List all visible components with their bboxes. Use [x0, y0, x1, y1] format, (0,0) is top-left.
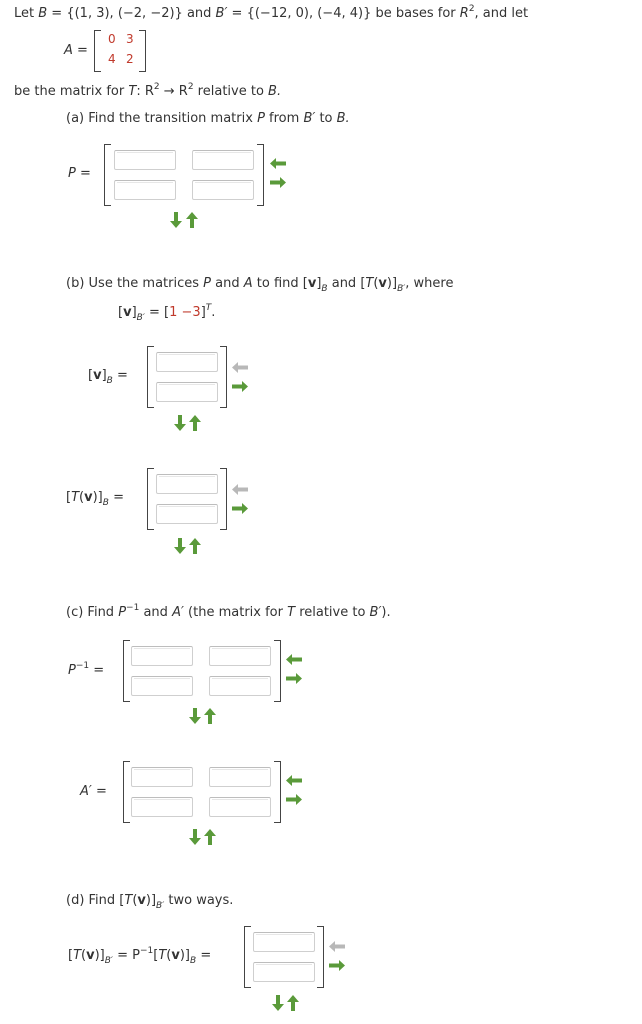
- bracket-open: [: [118, 305, 124, 320]
- right-bracket: [257, 144, 264, 206]
- add-column-left-arrow-icon[interactable]: [232, 484, 248, 495]
- equals: =: [89, 663, 105, 678]
- remove-row-down-arrow-icon[interactable]: [272, 995, 284, 1011]
- part-a-from: from: [264, 111, 304, 126]
- equals: =: [108, 490, 124, 505]
- left-bracket: [123, 640, 130, 702]
- problem-matrix-desc: [14, 84, 281, 99]
- v-symbol: v: [171, 948, 180, 963]
- p-label: P =: [68, 166, 91, 181]
- vector-tvb-cell-1[interactable]: [156, 474, 218, 494]
- part-d-end: two ways.: [164, 893, 234, 908]
- desc-text: be the matrix for: [14, 84, 129, 99]
- part-a-prompt: [66, 111, 350, 126]
- bracket-close: ]: [131, 305, 137, 320]
- vector-tvb-cell-2[interactable]: [156, 504, 218, 524]
- paren-close: )]: [179, 948, 190, 963]
- bracket-close: ]: [316, 276, 322, 291]
- left-bracket: [123, 761, 130, 823]
- part-b-prompt: [66, 276, 454, 294]
- part-d-equation: $[T(v)]_{B'} = P^{-1}[T(v)]_B$ =: [68, 946, 212, 966]
- bprime-symbol: B′: [369, 605, 382, 620]
- t-symbol: T: [71, 490, 80, 505]
- vector-vb-cell-2[interactable]: [156, 382, 218, 402]
- add-column-right-arrow-icon[interactable]: [286, 794, 302, 805]
- remove-row-down-arrow-icon[interactable]: [170, 212, 182, 228]
- matrix-aprime-cell-11[interactable]: [131, 767, 193, 787]
- inverse-exp: −1: [139, 946, 154, 956]
- paren-close: )]: [94, 948, 105, 963]
- basis-b-symbol: B: [38, 6, 48, 21]
- aprime-text: A′ =: [80, 784, 107, 799]
- sub-b: B: [190, 956, 197, 966]
- bracket-close: ]: [200, 305, 206, 320]
- sub-bprime: B′: [104, 956, 113, 966]
- b-symbol: B.: [336, 111, 350, 126]
- vector-tvbp-cell-2[interactable]: [253, 962, 315, 982]
- matrix-pinv-cell-12[interactable]: [209, 646, 271, 666]
- v-symbol: v: [123, 305, 132, 320]
- r-symbol: R: [459, 6, 469, 21]
- v-symbol: v: [84, 490, 93, 505]
- part-a-text: (a) Find the transition matrix: [66, 111, 258, 126]
- add-column-left-arrow-icon[interactable]: [286, 775, 302, 786]
- left-bracket: [147, 346, 154, 408]
- vector-vb-input: [147, 346, 227, 408]
- and-text: and: [139, 605, 173, 620]
- v-symbol: v: [137, 893, 146, 908]
- remove-row-down-arrow-icon[interactable]: [174, 415, 186, 431]
- paren-open: (: [373, 276, 379, 291]
- add-column-right-arrow-icon[interactable]: [286, 673, 302, 684]
- matrix-a-cell: 2: [126, 52, 134, 66]
- sub-b: B: [106, 376, 113, 386]
- add-column-left-arrow-icon[interactable]: [329, 941, 345, 952]
- right-bracket: [274, 761, 281, 823]
- equals-open: = [: [144, 305, 170, 320]
- matrix-p-cell-12[interactable]: [192, 150, 254, 170]
- part-b-text: (b) Use the matrices: [66, 276, 204, 291]
- part-d-prompt: (d) Find $[T(v)]_{B'}$ two ways.: [66, 893, 234, 911]
- right-bracket: [317, 926, 324, 988]
- period: .: [211, 305, 216, 320]
- right-bracket: [139, 30, 146, 72]
- sub-bprime: B′: [397, 284, 406, 294]
- paren-text: (the matrix for: [183, 605, 288, 620]
- add-row-up-arrow-icon[interactable]: [189, 538, 201, 554]
- sub-bprime: B′: [156, 901, 165, 911]
- bprime-symbol: B′: [303, 111, 316, 126]
- paren-open: (: [79, 490, 85, 505]
- p-symbol: P: [118, 605, 127, 620]
- matrix-a-cell: 3: [126, 32, 134, 46]
- domain-exp: 2: [153, 82, 160, 92]
- bracket-close: ]: [101, 368, 107, 383]
- t-symbol: T: [365, 276, 374, 291]
- basis-bprime-symbol: B′: [215, 6, 228, 21]
- tvb-label: [66, 490, 124, 508]
- matrix-pinv-cell-22[interactable]: [209, 676, 271, 696]
- relative-basis: B.: [268, 84, 282, 99]
- domain-r: : R: [136, 84, 154, 99]
- bracket-open: [: [66, 490, 72, 505]
- sub-b: B: [321, 284, 328, 294]
- part-c-prompt: [66, 605, 391, 620]
- basis-b-set: = {(1, 3), (−2, −2)} and: [47, 6, 216, 21]
- matrix-p-cell-21[interactable]: [114, 180, 176, 200]
- part-d-text: (d) Find [: [66, 893, 125, 908]
- add-column-left-arrow-icon[interactable]: [270, 158, 286, 169]
- transpose-symbol: T: [205, 303, 212, 313]
- r-exponent: 2: [468, 4, 475, 14]
- and-text: and [: [327, 276, 366, 291]
- intro-let: Let: [14, 6, 35, 21]
- problem-intro: [14, 6, 528, 21]
- remove-row-down-arrow-icon[interactable]: [189, 708, 201, 724]
- left-bracket: [147, 468, 154, 530]
- add-row-up-arrow-icon[interactable]: [186, 212, 198, 228]
- equals: =: [196, 948, 212, 963]
- matrix-aprime-cell-12[interactable]: [209, 767, 271, 787]
- relative-text: relative to: [193, 84, 269, 99]
- vector-tvb-input: [147, 468, 227, 530]
- paren-close: )]: [386, 276, 398, 291]
- vector-tvbp-cell-1[interactable]: [253, 932, 315, 952]
- given-value-2: −3: [181, 305, 201, 320]
- v-symbol: v: [378, 276, 387, 291]
- add-column-right-arrow-icon[interactable]: [232, 381, 248, 392]
- left-bracket: [244, 926, 251, 988]
- and-let: , and let: [474, 6, 529, 21]
- vector-tvbp-input: [244, 926, 324, 988]
- left-bracket: [94, 30, 101, 72]
- aprime-symbol: A′: [172, 605, 184, 620]
- left-bracket: [104, 144, 111, 206]
- t-symbol: T: [73, 948, 82, 963]
- t-symbol: T: [158, 948, 167, 963]
- vector-vb-cell-1[interactable]: [156, 352, 218, 372]
- bracket-open: [: [153, 948, 159, 963]
- matrix-aprime-cell-21[interactable]: [131, 797, 193, 817]
- matrix-p-cell-11[interactable]: [114, 150, 176, 170]
- paren-close: )]: [145, 893, 157, 908]
- remove-row-down-arrow-icon[interactable]: [189, 829, 201, 845]
- paren-end: ).: [381, 605, 391, 620]
- p-symbol: P: [68, 663, 76, 678]
- sub-b: B: [102, 498, 109, 508]
- right-bracket: [274, 640, 281, 702]
- matrix-pinv-cell-11[interactable]: [131, 646, 193, 666]
- v-symbol: v: [307, 276, 317, 291]
- codomain-r: → R: [159, 84, 188, 99]
- right-bracket: [220, 468, 227, 530]
- add-column-right-arrow-icon[interactable]: [270, 177, 286, 188]
- remove-row-down-arrow-icon[interactable]: [174, 538, 186, 554]
- matrix-a: [94, 30, 146, 72]
- to-find-text: to find [: [252, 276, 308, 291]
- inverse-exp: −1: [75, 661, 90, 671]
- p-symbol: P: [257, 111, 265, 126]
- and-text: and: [211, 276, 244, 291]
- add-column-left-arrow-icon[interactable]: [232, 362, 248, 373]
- t-symbol: T: [287, 605, 296, 620]
- equals-p: = P: [112, 948, 140, 963]
- matrix-p-input: [104, 144, 264, 206]
- matrix-a-label: A =: [64, 43, 88, 58]
- matrix-a-cell: 0: [108, 32, 116, 46]
- add-row-up-arrow-icon[interactable]: [204, 708, 216, 724]
- v-symbol: v: [93, 368, 102, 383]
- paren-close: )]: [92, 490, 103, 505]
- sub-bprime: B′: [136, 313, 145, 323]
- t-symbol: T: [124, 893, 133, 908]
- a-symbol: A: [243, 276, 253, 291]
- matrix-pinv-input: [123, 640, 281, 702]
- given-vector: [118, 303, 216, 323]
- part-c-text: (c) Find: [66, 605, 119, 620]
- equals: =: [112, 368, 128, 383]
- given-value-1: 1: [169, 305, 178, 320]
- aprime-label: [80, 784, 107, 799]
- matrix-pinv-cell-21[interactable]: [131, 676, 193, 696]
- bracket-open: [: [68, 948, 74, 963]
- add-row-up-arrow-icon[interactable]: [204, 829, 216, 845]
- matrix-aprime-cell-22[interactable]: [209, 797, 271, 817]
- pinv-label: [68, 663, 104, 678]
- add-column-right-arrow-icon[interactable]: [232, 503, 248, 514]
- matrix-p-cell-22[interactable]: [192, 180, 254, 200]
- matrix-a-cell: 4: [108, 52, 116, 66]
- add-row-up-arrow-icon[interactable]: [189, 415, 201, 431]
- codomain-exp: 2: [187, 82, 194, 92]
- matrix-aprime-input: [123, 761, 281, 823]
- where-text: , where: [405, 276, 454, 291]
- part-a-to: to: [315, 111, 337, 126]
- basis-bprime-set: = {(−12, 0), (−4, 4)} be bases for: [227, 6, 460, 21]
- bracket-open: [: [88, 368, 94, 383]
- v-symbol: v: [86, 948, 95, 963]
- add-column-right-arrow-icon[interactable]: [329, 960, 345, 971]
- inverse-exp: −1: [126, 603, 140, 613]
- p-symbol: P: [203, 276, 211, 291]
- add-row-up-arrow-icon[interactable]: [287, 995, 299, 1011]
- vb-label: [88, 368, 128, 386]
- right-bracket: [220, 346, 227, 408]
- relative-text: relative to: [295, 605, 370, 620]
- t-symbol: T: [128, 84, 137, 99]
- add-column-left-arrow-icon[interactable]: [286, 654, 302, 665]
